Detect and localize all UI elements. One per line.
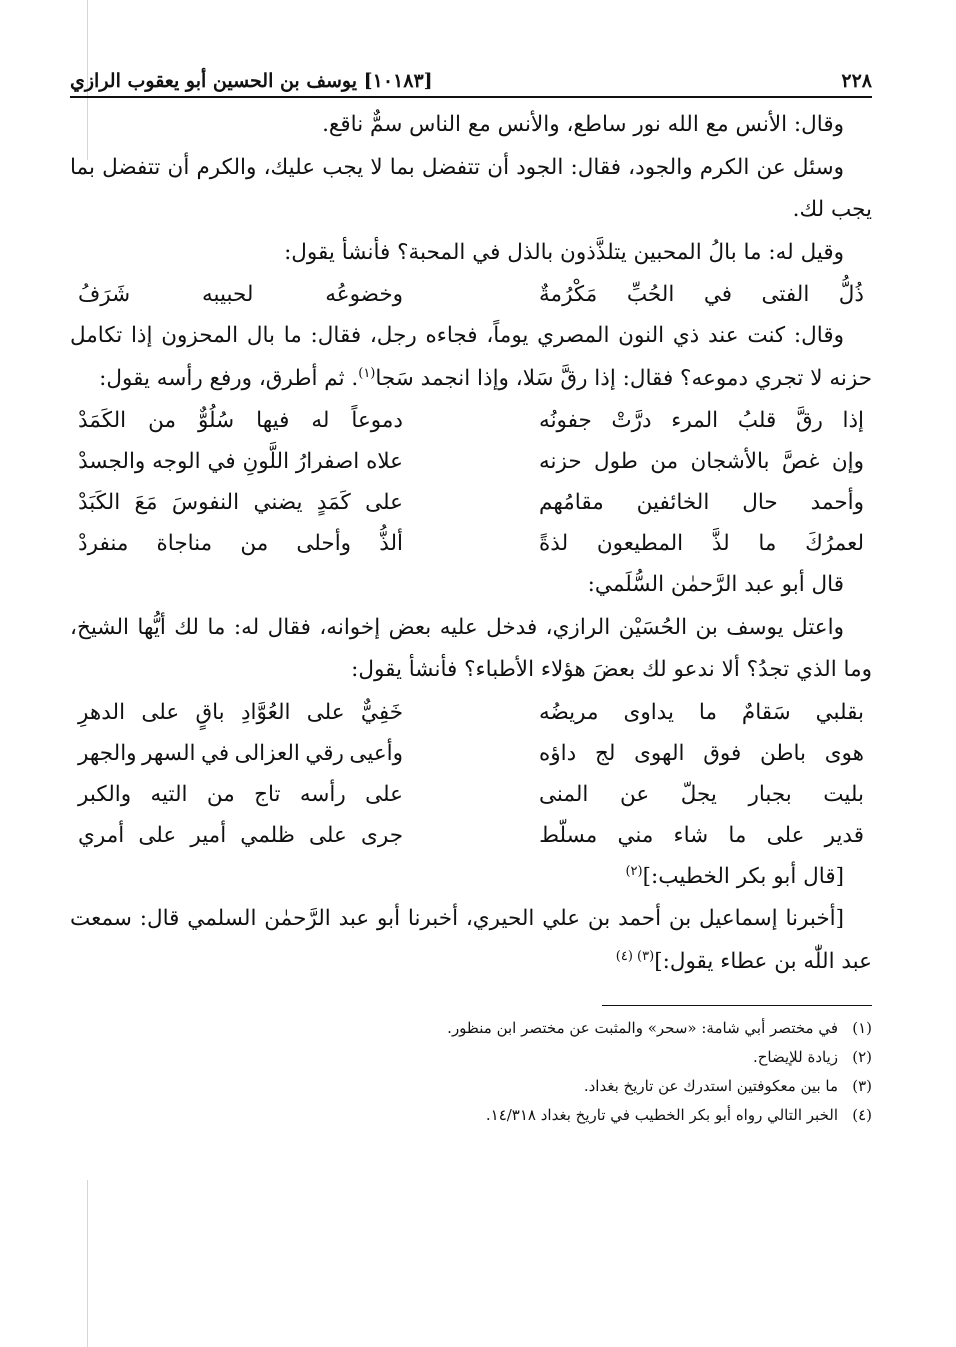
verse-word: غصَّ bbox=[781, 449, 820, 474]
footnote-number: (٢) bbox=[852, 1048, 872, 1066]
verse-word: منفردْ bbox=[78, 531, 129, 556]
verse-word: من bbox=[206, 781, 235, 807]
verse-word: بليت bbox=[823, 781, 864, 807]
verse-word: قلبُ bbox=[737, 408, 777, 433]
verse-word: الوجه bbox=[152, 449, 201, 474]
verse-hemistich bbox=[539, 692, 864, 733]
verse-word: على bbox=[141, 699, 180, 725]
footnote bbox=[70, 1072, 872, 1101]
verse-word: ألذُّ bbox=[379, 531, 403, 556]
footnote-marker: (٣) (٤) bbox=[615, 948, 655, 964]
verse-hemistich bbox=[539, 733, 864, 774]
verse-word: أمري bbox=[78, 822, 125, 848]
verse-line bbox=[78, 815, 864, 856]
paragraph-text: [قال أبو بكر الخطيب:] bbox=[642, 863, 844, 889]
verse-hemistich bbox=[539, 441, 864, 482]
verse-hemistich bbox=[539, 274, 864, 315]
verse-word: ظلمي bbox=[240, 822, 295, 848]
footnote-text: زيادة للإيضاح. bbox=[752, 1048, 838, 1066]
verse-word: كَمَدٍ bbox=[316, 490, 351, 515]
verse-word: مناجاة bbox=[156, 531, 213, 556]
footnote-text: ما بين معكوفتين استدرك عن تاريخ بغداد. bbox=[583, 1077, 838, 1095]
verse-word: داؤه bbox=[539, 740, 577, 766]
verse-word: رقَّ bbox=[795, 408, 823, 433]
verse-word: الكَمَدْ bbox=[78, 408, 127, 433]
verse-word: علاه bbox=[366, 449, 403, 474]
verse-word: جفونُه bbox=[539, 408, 592, 433]
paragraph-text: وقال: كنت عند ذي النون المصري يوماً، فجاءه رجل، فقال: ما بال المحزون إذا تكامل حزنه لا تجري دموعه؟ فقال: إذا رقَّ سَلا، وإذا انجمد سَجا bbox=[70, 323, 872, 391]
paragraph-text: قال أبو عبد الرَّحمٰن السُّلَمي: bbox=[587, 572, 844, 597]
verse-word: بقلبي bbox=[815, 699, 864, 725]
verse-word: مَكْرُمةٌ bbox=[539, 282, 598, 307]
paragraph-text: واعتل يوسف بن الحُسَيْن الرازي، فدخل عليه بعض إخوانه، فقال له: ما لك أيُّها الشيخ، وما الذي تجدُ؟ ألا ندعو لك بعضَ هؤلاء الأطباء؟ فأنشأ يقول: bbox=[70, 614, 872, 682]
verse-word: المرء bbox=[671, 408, 719, 433]
verse-word: خَفِيٌّ bbox=[360, 699, 403, 725]
verse-word: ذُلُّ bbox=[838, 282, 864, 307]
verse-word: مسلّط bbox=[539, 822, 598, 848]
verse-word: على bbox=[306, 699, 345, 725]
verse-word: باطن bbox=[759, 740, 806, 766]
verse-word: فيها bbox=[256, 408, 290, 433]
footnote-text: الخبر التالي رواه أبو بكر الخطيب في تاريخ بغداد ١٤/٣١٨. bbox=[485, 1106, 838, 1124]
paragraph-text: وسئل عن الكرم والجود، فقال: الجود أن تتفضل بما لا يجب عليك، والكرم أن تتفضل بما يجب لك. bbox=[70, 154, 872, 222]
verse-word: الخائفين bbox=[636, 490, 710, 515]
verse-word: من bbox=[650, 449, 679, 474]
paragraph-text: [أخبرنا إسماعيل بن أحمد بن علي الحيري، أخبرنا أبو عبد الرَّحمٰن السلمي قال: سمعت عبد اللّٰه بن عطاء يقول:] bbox=[70, 906, 872, 974]
verse-word: وأحمد bbox=[810, 490, 864, 515]
footnote-text: في مختصر أبي شامة: «سحر» والمثبت عن مختصر ابن منظور. bbox=[447, 1019, 838, 1037]
page-number: ٢٢٨ bbox=[841, 70, 872, 92]
verse-word: حال bbox=[742, 490, 778, 515]
verse-word: في bbox=[703, 282, 733, 307]
verse-word: هوى bbox=[824, 740, 864, 766]
verse-line bbox=[78, 523, 864, 564]
footnote bbox=[70, 1043, 872, 1072]
verse-hemistich bbox=[78, 274, 403, 315]
paragraph-text: وقيل له: ما بالُ المحبين يتلذَّذون بالذل في المحبة؟ فأنشأ يقول: bbox=[284, 239, 844, 265]
verse-hemistich bbox=[539, 523, 864, 564]
verse-word: الكَبَدْ bbox=[78, 490, 121, 515]
footnotes bbox=[70, 1014, 872, 1130]
footnote-divider bbox=[602, 1005, 872, 1006]
verse-hemistich bbox=[539, 400, 864, 441]
verse-word: الدهرِ bbox=[78, 699, 126, 725]
verse-word: بالأشجان bbox=[690, 449, 770, 474]
verse-word: حزنه bbox=[539, 449, 582, 474]
verse-hemistich bbox=[78, 441, 403, 482]
verse-line bbox=[78, 441, 864, 482]
verse-word: سُلُوٌّ bbox=[197, 408, 235, 433]
running-title: [١٠١٨٣] يوسف بن الحسين أبو يعقوب الرازي bbox=[70, 70, 433, 92]
verse-word: على bbox=[138, 822, 177, 848]
verse-hemistich bbox=[78, 482, 403, 523]
verse-word: يضني bbox=[253, 490, 303, 515]
verse-word: يجلّ bbox=[680, 781, 717, 807]
paragraph-text: . ثم أطرق، ورفع رأسه يقول: bbox=[99, 365, 359, 391]
verse-word: عن bbox=[619, 781, 650, 807]
verse-line bbox=[78, 400, 864, 441]
verse-word: المطيعون bbox=[596, 531, 684, 556]
verse-word: رقي bbox=[305, 740, 344, 766]
verse-word: والكبر bbox=[78, 781, 132, 807]
verse-word: إذا bbox=[842, 408, 864, 433]
verse-word: اللَّونِ bbox=[242, 449, 290, 474]
verse-word: الهوى bbox=[634, 740, 685, 766]
footnote-number: (١) bbox=[852, 1019, 872, 1037]
verse-line bbox=[78, 774, 864, 815]
verse-word: باقٍ bbox=[195, 699, 225, 725]
verse-line bbox=[78, 482, 864, 523]
paragraph bbox=[70, 104, 872, 147]
verse-word: ما bbox=[728, 822, 747, 848]
verse-word: والجهر bbox=[78, 740, 137, 766]
footnote-number: (٤) bbox=[852, 1106, 872, 1124]
verse-word: في bbox=[200, 740, 230, 766]
verse-word: والجسدْ bbox=[78, 449, 146, 474]
verse-word: في bbox=[207, 449, 236, 474]
verse-word: مَعَ bbox=[134, 490, 158, 515]
paragraph bbox=[70, 564, 872, 607]
verse-word: مني bbox=[617, 822, 654, 848]
verse-word: من bbox=[240, 531, 269, 556]
verse-word: طول bbox=[594, 449, 638, 474]
verse-word: دموعاً bbox=[351, 408, 403, 433]
verse-word: على bbox=[365, 781, 403, 807]
paragraph bbox=[70, 232, 872, 275]
verse-hemistich bbox=[78, 733, 403, 774]
verse-word: وأحلى bbox=[296, 531, 352, 556]
document-page bbox=[70, 58, 872, 1130]
verse-word: بجبار bbox=[748, 781, 792, 807]
paragraph bbox=[70, 315, 872, 400]
verse-word: العزالى bbox=[234, 740, 300, 766]
verse-hemistich bbox=[539, 774, 864, 815]
footnote bbox=[70, 1101, 872, 1130]
footnote-marker: (١) bbox=[358, 365, 376, 381]
verse-word: اصفرارُ bbox=[295, 449, 360, 474]
verse-word: وأعيى bbox=[349, 740, 403, 766]
paragraph bbox=[70, 898, 872, 983]
verse-word: لعمرُكَ bbox=[805, 531, 864, 556]
verse-word: شاء bbox=[673, 822, 709, 848]
verse-word: لج bbox=[594, 740, 616, 766]
verse-hemistich bbox=[539, 482, 864, 523]
verse-hemistich bbox=[78, 815, 403, 856]
verse-word: وخضوعُه bbox=[325, 282, 403, 307]
verse-word: التيه bbox=[150, 781, 188, 807]
verse-word: العُوَّادِ bbox=[240, 699, 291, 725]
verse-word: ما bbox=[758, 531, 777, 556]
verse-word: المنى bbox=[539, 781, 589, 807]
verse-word: السهر bbox=[142, 740, 196, 766]
verse-word: وإن bbox=[831, 449, 864, 474]
scan-margin-line bbox=[87, 1180, 88, 1347]
verse-word: على bbox=[309, 822, 347, 848]
verse-word: لحبيبه bbox=[201, 282, 254, 307]
verse-word: النفوسَ bbox=[171, 490, 240, 515]
verse-word: لذَّ bbox=[711, 531, 730, 556]
verse-word: لذةً bbox=[539, 531, 569, 556]
verse-hemistich bbox=[78, 523, 403, 564]
verse-word: شَرَفُ bbox=[78, 282, 131, 307]
verse-word: الحُبِّ bbox=[626, 282, 675, 307]
page-header bbox=[70, 58, 872, 98]
verse-hemistich bbox=[78, 400, 403, 441]
verse-line bbox=[78, 733, 864, 774]
paragraph-text: وقال: الأنس مع الله نور ساطع، والأنس مع الناس سمٌّ ناقع. bbox=[322, 112, 844, 137]
verse-word: تاج bbox=[254, 781, 281, 807]
footnote-number: (٣) bbox=[852, 1077, 872, 1095]
verse-word: يداوى bbox=[623, 699, 674, 725]
verse-word: الفتى bbox=[761, 282, 810, 307]
verse-word: درَّتْ bbox=[611, 408, 652, 433]
verse-word: فوق bbox=[703, 740, 742, 766]
verse-word: على bbox=[365, 490, 403, 515]
verse-word: مريضُه bbox=[539, 699, 599, 725]
verse-word: رأسه bbox=[299, 781, 346, 807]
verse-line bbox=[78, 274, 864, 315]
verse-hemistich bbox=[539, 815, 864, 856]
verse-word: مقامُهم bbox=[539, 490, 604, 515]
footnote-marker: (٢) bbox=[625, 863, 643, 879]
verse-line bbox=[78, 692, 864, 733]
verse-word: قدير bbox=[824, 822, 864, 848]
verse-hemistich bbox=[78, 774, 403, 815]
paragraph bbox=[70, 147, 872, 232]
paragraph bbox=[70, 607, 872, 692]
verse-word: له bbox=[311, 408, 330, 433]
verse-word: على bbox=[766, 822, 805, 848]
paragraph bbox=[70, 856, 872, 899]
verse-word: جرى bbox=[361, 822, 403, 848]
verse-word: أمير bbox=[190, 822, 227, 848]
verse-word: ما bbox=[698, 699, 717, 725]
verse-hemistich bbox=[78, 692, 403, 733]
text-body bbox=[70, 104, 872, 983]
verse-word: من bbox=[148, 408, 176, 433]
verse-word: سَقامٌ bbox=[741, 699, 791, 725]
footnote bbox=[70, 1014, 872, 1043]
